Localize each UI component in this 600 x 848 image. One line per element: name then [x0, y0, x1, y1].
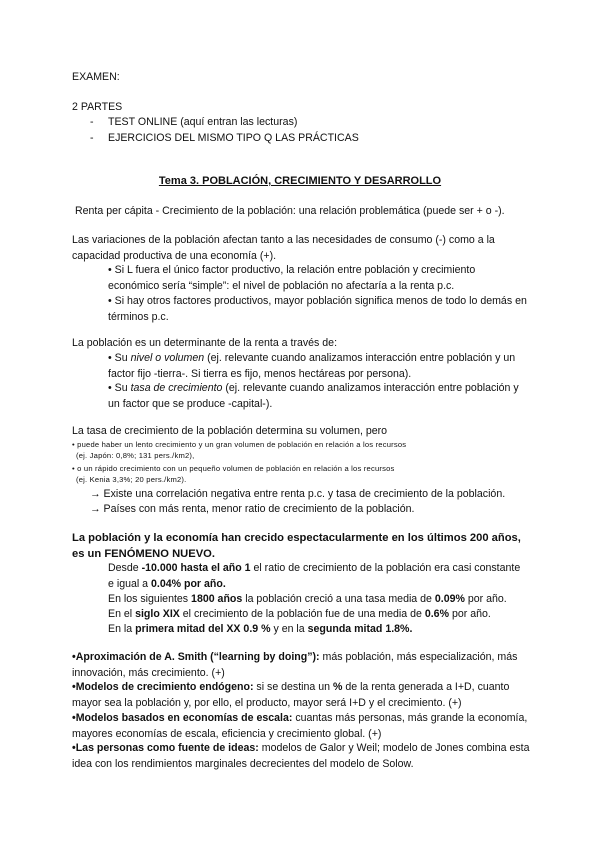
point-text: si se destina un	[253, 681, 333, 693]
fact-text: y en la	[270, 623, 308, 635]
point-ideas	[72, 741, 532, 772]
fact-emphasis: -10.000 hasta el año 1	[141, 562, 251, 574]
point-text: más población, más especialización, más innovación, más crecimiento. (+)	[72, 651, 518, 679]
fact-emphasis: segunda mitad 1.8%.	[307, 623, 413, 635]
fact-text: En los siguientes	[108, 593, 192, 605]
dash-marker: -	[90, 116, 94, 128]
fact-line-xix	[108, 607, 528, 623]
parts-label: 2 PARTES	[72, 101, 123, 113]
parts-item-text: TEST ONLINE (aquí entran las lecturas)	[108, 116, 298, 128]
fact-text: Desde	[108, 562, 142, 574]
fact-emphasis: primera mitad del XX 0.9 %	[135, 623, 271, 635]
fact-line-1800	[108, 592, 528, 608]
fact-emphasis: siglo XIX	[135, 608, 180, 620]
fact-line-xx	[108, 622, 528, 638]
dash-marker: -	[90, 132, 94, 144]
fact-emphasis: 0.6%	[424, 608, 449, 620]
paragraph-variaciones: Las variaciones de la población afectan tanto a las necesidades de consumo (-) como a la capacidad productiva de una economía (+).	[72, 234, 495, 262]
bullet-factor-unico: • Si L fuera el único factor productivo, la relación entre población y crecimiento económico sería “simple”: el nivel de población no afectaría a la renta p.c.	[108, 264, 476, 292]
bullet-text: (ej. relevante cuando analizamos interacción entre población y un factor fijo -tierra-. Si tierra es fijo, menos hectáreas por persona).	[108, 352, 516, 380]
fact-text: por año.	[464, 593, 507, 605]
point-heading: •Modelos basados en economías de escala:	[72, 712, 293, 724]
page-title: Tema 3. POBLACIÓN, CRECIMIENTO Y DESARROLLO	[158, 175, 442, 187]
point-smith	[72, 650, 532, 681]
bullet-otros-factores: • Si hay otros factores productivos, mayor población significa menos de todo lo demás en términos p.c.	[108, 295, 527, 323]
fact-text: el crecimiento de la población fue de una media de	[179, 608, 425, 620]
fact-text: En el	[108, 608, 136, 620]
point-heading: •Las personas como fuente de ideas:	[72, 742, 259, 754]
fact-text: el ratio de crecimiento de la población era casi constante e igual a	[108, 562, 521, 590]
paragraph-tasa: La tasa de crecimiento de la población determina su volumen, pero	[72, 425, 388, 437]
fact-text: En la	[108, 623, 136, 635]
point-escala	[72, 711, 532, 742]
parts-item	[90, 131, 359, 146]
point-heading: •Modelos de crecimiento endógeno:	[72, 681, 254, 693]
bullet-prefix: • Su	[108, 352, 131, 364]
fact-text: por año.	[449, 608, 491, 620]
small-note-japon-example: (ej. Japón: 0,8%; 131 pers./km2),	[76, 451, 195, 460]
fact-line-antiguedad	[108, 561, 528, 592]
bullet-prefix: • Su	[108, 382, 131, 394]
arrow-paises: → Países con más renta, menor ratio de crecimiento de la población.	[90, 503, 415, 515]
parts-item-text: EJERCICIOS DEL MISMO TIPO Q LAS PRÁCTICAS	[108, 132, 359, 144]
small-note-kenia: • o un rápido crecimiento con un pequeño volumen de población en relación a los recursos	[72, 464, 395, 473]
fact-emphasis: 1800 años	[191, 593, 243, 605]
small-note-japon: • puede haber un lento crecimiento y un gran volumen de población en relación a los recursos	[72, 440, 407, 449]
bullet-tasa-crecimiento	[108, 381, 528, 412]
arrow-correlacion: → Existe una correlación negativa entre renta p.c. y tasa de crecimiento de la población.	[90, 488, 506, 500]
exam-label: EXAMEN:	[72, 71, 120, 83]
emphasis-term: nivel o volumen	[130, 352, 205, 364]
point-text: de la renta generada a I+D, cuanto mayor sea la población y, por ello, el producto, mayor será I+D y el crecimiento. (+)	[72, 681, 510, 709]
point-emphasis: %	[332, 681, 343, 693]
section-heading-crecimiento: La población y la economía han crecido espectacularmente en los últimos 200 años, es un FENÓMENO NUEVO.	[72, 532, 521, 560]
bullet-nivel-volumen	[108, 351, 528, 382]
small-note-kenia-example: (ej. Kenia 3,3%; 20 pers./km2).	[76, 475, 187, 484]
fact-emphasis: 0.04% por año.	[151, 577, 226, 590]
fact-text: la población creció a una tasa media de	[242, 593, 435, 605]
bullet-text: (ej. relevante cuando analizamos interacción entre población y un factor que se produce -capital-).	[108, 382, 519, 410]
point-heading: •Aproximación de A. Smith (“learning by doing”):	[72, 651, 320, 663]
parts-item	[90, 115, 297, 130]
fact-emphasis: 0.09%	[434, 593, 465, 605]
point-text: cuantas más personas, más grande la economía, mayores economías de escala, eficiencia y crecimiento global. (+)	[72, 712, 528, 740]
point-text: modelos de Galor y Weil; modelo de Jones combina esta idea con los rendimientos marginales decrecientes del modelo de Solow.	[72, 742, 530, 770]
paragraph-determinante: La población es un determinante de la renta a través de:	[72, 337, 338, 349]
emphasis-term: tasa de crecimiento	[130, 382, 223, 394]
point-endogeno	[72, 680, 532, 711]
intro-line: Renta per cápita - Crecimiento de la población: una relación problemática (puede ser + o -).	[75, 205, 505, 217]
